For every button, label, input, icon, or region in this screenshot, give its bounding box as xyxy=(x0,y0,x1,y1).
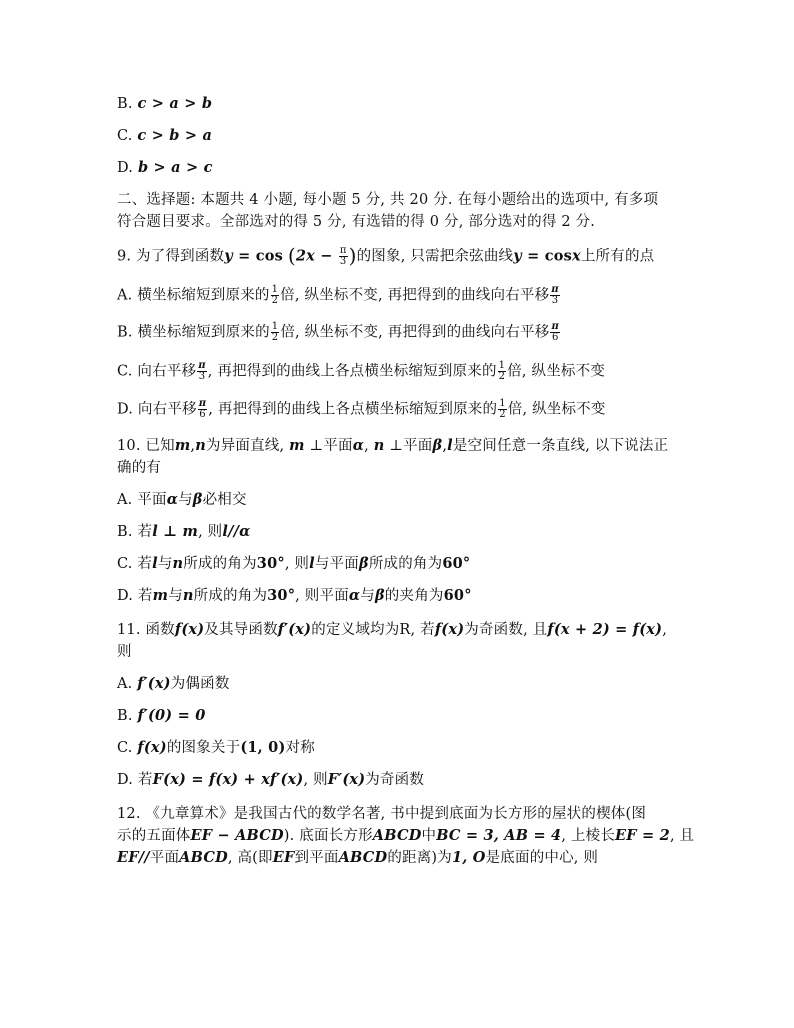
math-var: b xyxy=(137,159,149,176)
math-op: > xyxy=(178,95,202,112)
math-op: > xyxy=(179,127,203,144)
fraction: $\frac{1}{2}$ xyxy=(499,398,506,420)
math-var: b xyxy=(201,95,213,112)
fraction: $\frac{\pi}{3}$ xyxy=(198,360,206,382)
q11-option-a: A. f′(x)为偶函数 xyxy=(117,675,230,692)
fraction: $\frac{1}{2}$ xyxy=(271,284,279,306)
q9-option-c: C. 向右平移 $\frac{\pi}{3}$ , 再把得到的曲线上各点横坐标缩短到原来的 $\frac{1}{2}$ 倍, 纵坐标不变 xyxy=(117,360,606,382)
math-var: c xyxy=(203,159,213,176)
math-var: a xyxy=(171,159,181,176)
q10-option-b: B. 若l ⊥ m, 则l//α xyxy=(117,523,251,540)
q11-stem-line1: 11. 函数f(x)及其导函数f′(x)的定义域均为R, 若f(x)为奇函数, 且f(x + 2) = f(x), xyxy=(117,621,667,638)
math-op: > xyxy=(146,95,170,112)
option-label: C. xyxy=(117,128,138,144)
math-var: a xyxy=(169,95,179,112)
math-var: c xyxy=(137,95,147,112)
math-var: a xyxy=(202,127,213,144)
q11-option-c: C. f(x)的图象关于(1, 0)对称 xyxy=(117,739,315,756)
q9-option-b: B. 横坐标缩短到原来的 $\frac{1}{2}$ 倍, 纵坐标不变, 再把得到的曲线向右平移 $\frac{\pi}{6}$ xyxy=(117,321,560,343)
q8-option-d xyxy=(117,158,213,178)
option-label: D. xyxy=(117,160,138,176)
fraction: $\frac{1}{2}$ xyxy=(271,321,279,343)
math-var: b xyxy=(169,127,180,144)
math-var: c xyxy=(137,127,147,144)
fraction: $\frac{1}{2}$ xyxy=(498,360,506,382)
fraction: $\frac{\pi}{3}$ xyxy=(339,245,347,267)
fraction: $\frac{\pi}{3}$ xyxy=(551,284,559,306)
section-header-line2: 符合题目要求。全部选对的得 5 分, 有选错的得 0 分, 部分选对的得 2 分. xyxy=(117,214,596,230)
q9-stem: 9. 为了得到函数y = cos (2x − $\frac{\pi}{3}$ )的图象, 只需把余弦曲线y = cosx上所有的点 xyxy=(117,243,655,268)
section-header-line1: 二、选择题: 本题共 4 小题, 每小题 5 分, 共 20 分. 在每小题给出的选项中, 有多项 xyxy=(117,192,659,208)
q10-stem-line1: 10. 已知m,n为异面直线, m ⊥平面α, n ⊥平面β,l是空间任意一条直线, 以下说法正 xyxy=(117,437,669,454)
q8-option-c xyxy=(117,126,212,146)
q11-option-d: D. 若F(x) = f(x) + xf′(x), 则F′(x)为奇函数 xyxy=(117,771,425,788)
q12-stem-line3: EF//平面ABCD, 高(即EF到平面ABCD的距离)为1, O是底面的中心, 则 xyxy=(117,849,599,866)
q11-option-b: B. f′(0) = 0 xyxy=(117,707,206,724)
math-op: > xyxy=(146,127,170,144)
q12-stem-line1: 12. 《九章算术》是我国古代的数学名著, 书中提到底面为长方形的屋状的楔体(图 xyxy=(117,806,647,822)
fraction: $\frac{\pi}{6}$ xyxy=(551,321,560,343)
q12-stem-line2: 示的五面体EF − ABCD). 底面长方形ABCD中BC = 3, AB = 4, 上棱长EF = 2, 且 xyxy=(117,827,695,844)
q10-stem-line2: 确的有 xyxy=(117,460,162,476)
q9-option-d: D. 向右平移 $\frac{\pi}{6}$ , 再把得到的曲线上各点横坐标缩短到原来的 $\frac{1}{2}$ 倍, 纵坐标不变 xyxy=(117,398,606,420)
q9-option-a: A. 横坐标缩短到原来的 $\frac{1}{2}$ 倍, 纵坐标不变, 再把得到的曲线向右平移 $\frac{\pi}{3}$ xyxy=(117,284,559,306)
q8-option-b xyxy=(117,94,212,114)
math-op: > xyxy=(180,159,204,176)
q10-option-a: A. 平面α与β必相交 xyxy=(117,491,247,508)
q10-option-d: D. 若m与n所成的角为30°, 则平面α与β的夹角为60° xyxy=(117,587,472,604)
math-op: > xyxy=(148,159,172,176)
option-label: B. xyxy=(117,96,138,112)
q10-option-c: C. 若l与n所成的角为30°, 则l与平面β所成的角为60° xyxy=(117,555,471,572)
fraction: $\frac{\pi}{6}$ xyxy=(198,398,207,420)
q11-stem-line2: 则 xyxy=(117,644,132,660)
